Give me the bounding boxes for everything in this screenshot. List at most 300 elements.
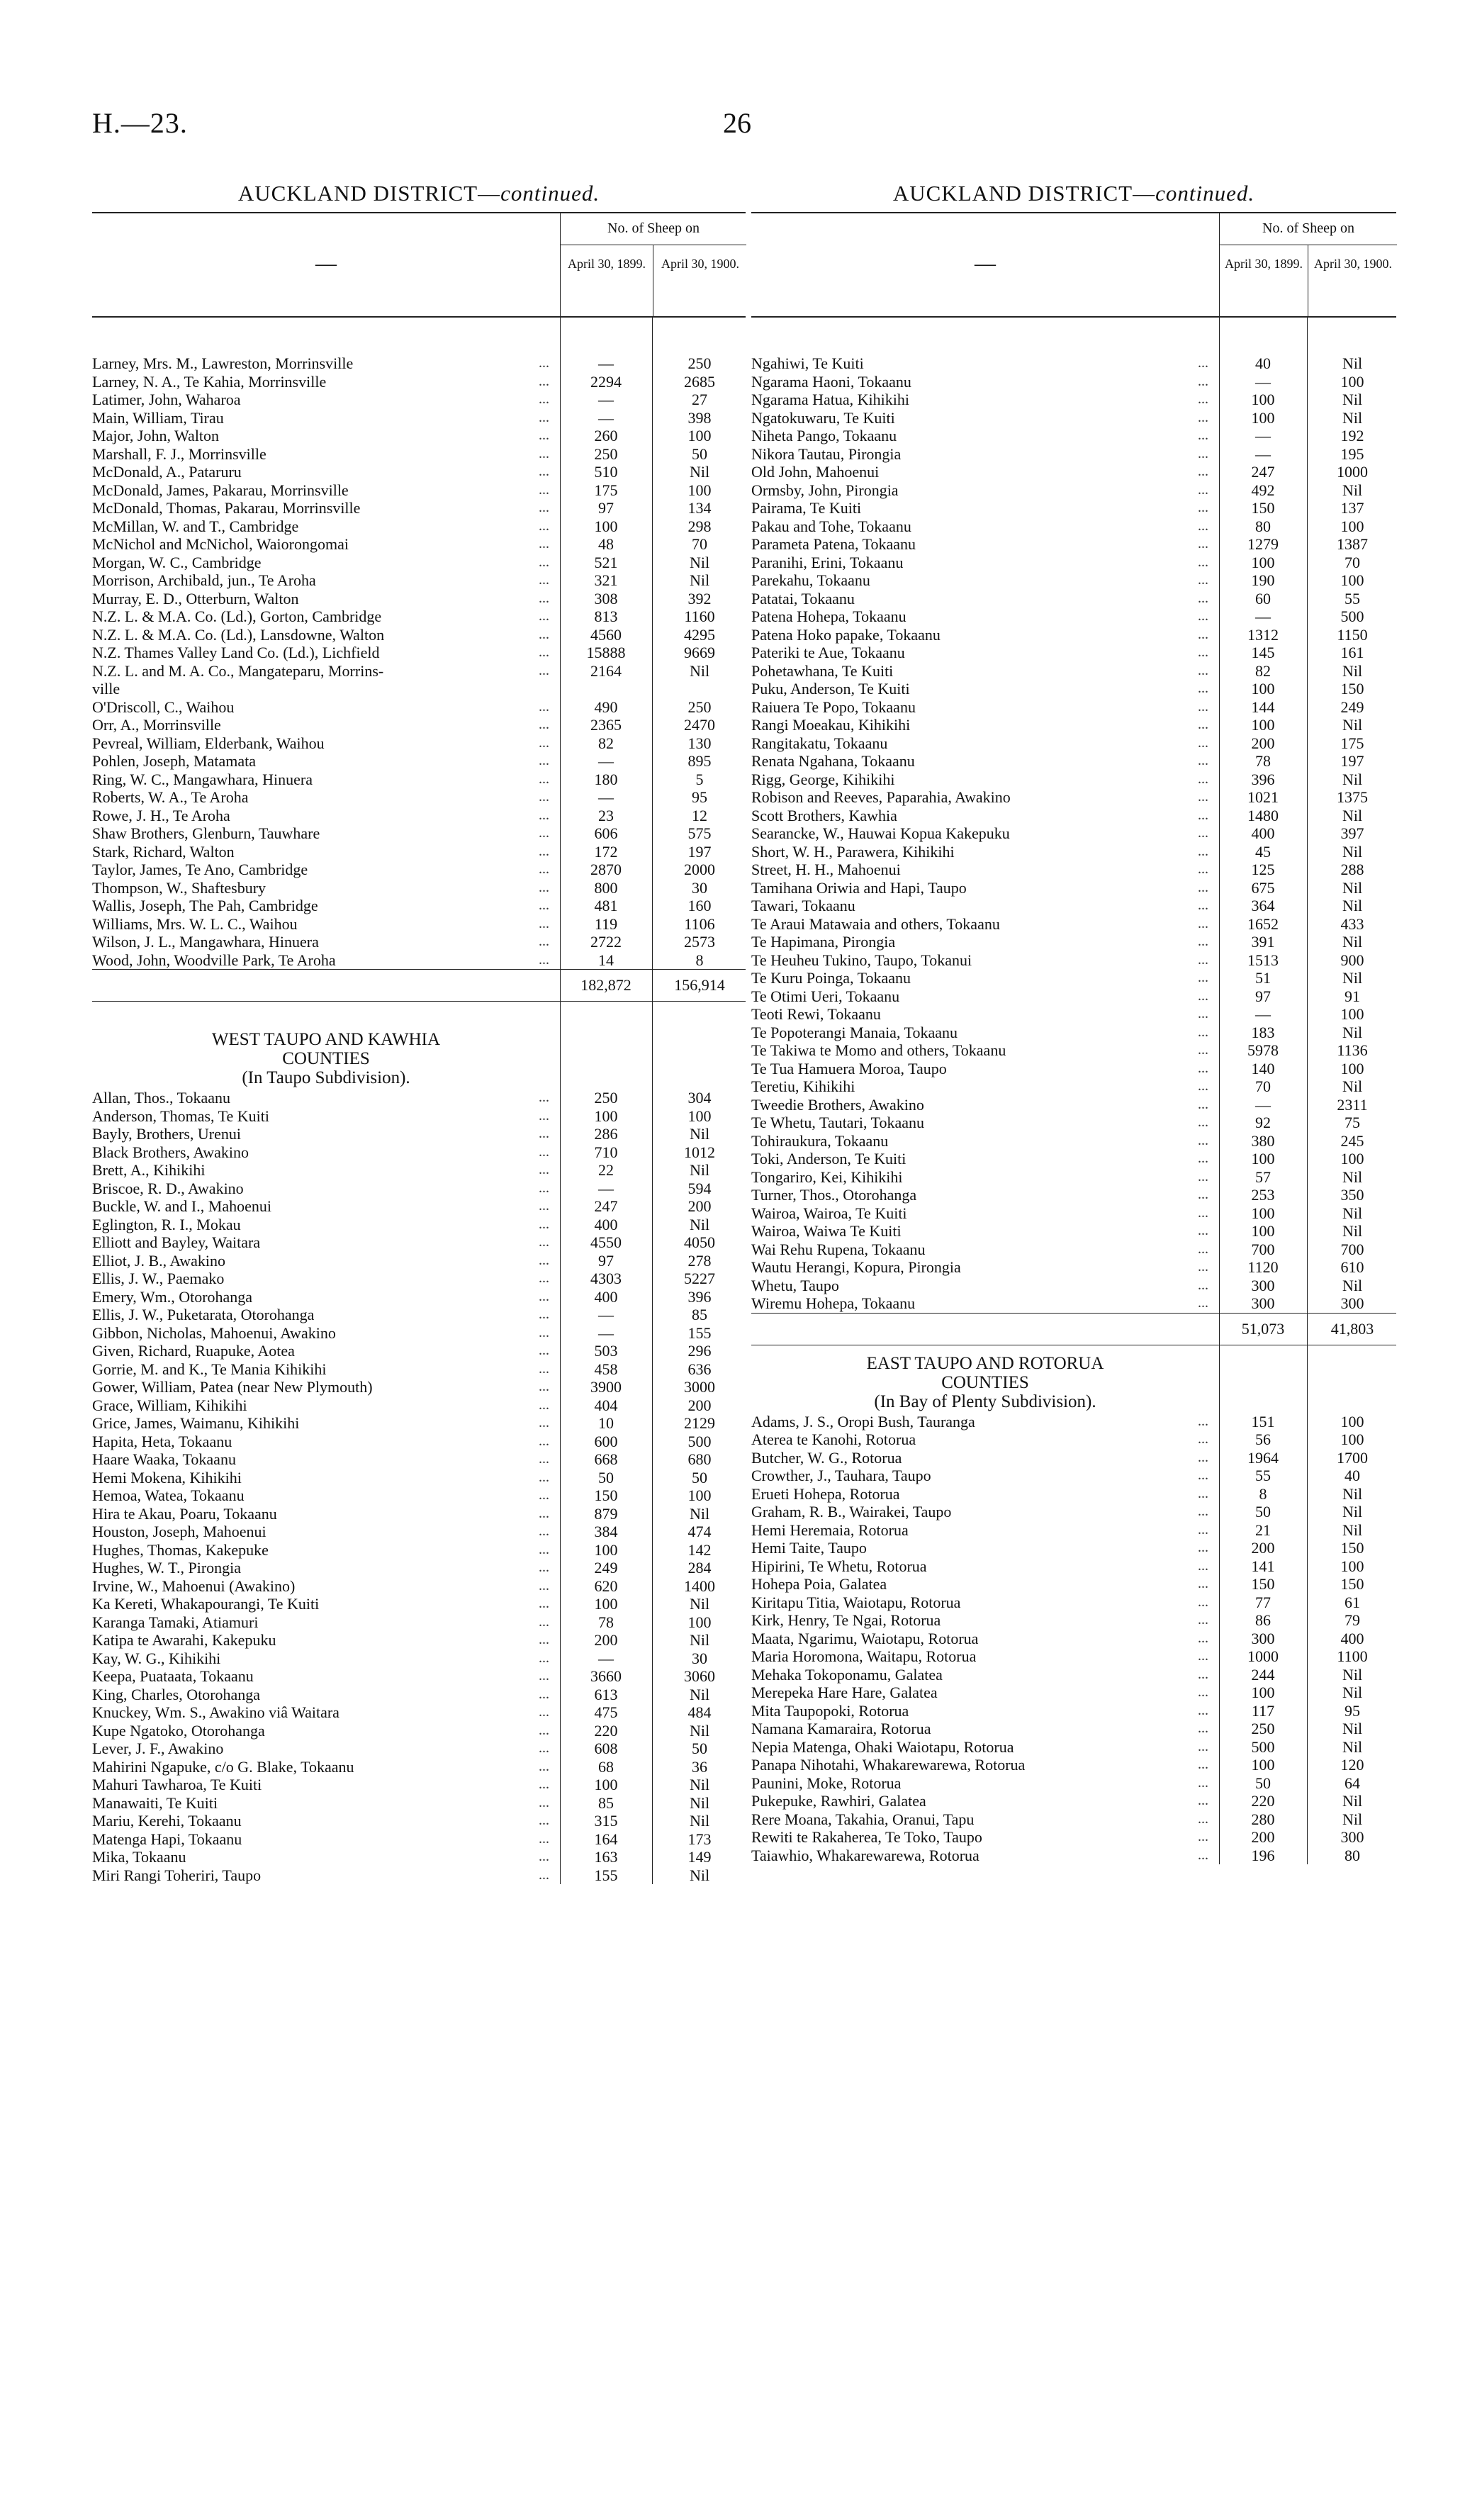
row-name: Orr, A., Morrinsville bbox=[92, 716, 221, 734]
row-name: Merepeka Hare Hare, Galatea bbox=[751, 1684, 938, 1701]
row-name: Toki, Anderson, Te Kuiti bbox=[751, 1150, 906, 1167]
value-1900: Nil bbox=[1342, 716, 1363, 734]
row-name: Larney, Mrs. M., Lawreston, Morrinsville bbox=[92, 354, 354, 372]
value-1899: 879 bbox=[594, 1504, 618, 1523]
row-name: Stark, Richard, Walton bbox=[92, 842, 235, 861]
value-1900: 1150 bbox=[1337, 625, 1368, 644]
value-1900: Nil bbox=[1342, 391, 1363, 408]
leader-dots: ... bbox=[539, 1216, 549, 1232]
value-1900: 396 bbox=[687, 1287, 712, 1306]
table-row bbox=[751, 861, 1396, 879]
table-row bbox=[92, 752, 746, 771]
value-1899: 2870 bbox=[590, 861, 622, 878]
value-1900: Nil bbox=[689, 463, 710, 481]
table-row bbox=[751, 1485, 1396, 1503]
table-row bbox=[92, 897, 746, 915]
value-1899: 2365 bbox=[590, 716, 622, 734]
leader-dots: ... bbox=[1198, 572, 1208, 588]
table-row bbox=[751, 1430, 1396, 1449]
value-1899: 21 bbox=[1255, 1521, 1271, 1539]
value-1900: Nil bbox=[1342, 1276, 1363, 1294]
row-name: Crowther, J., Tauhara, Taupo bbox=[751, 1467, 931, 1484]
value-1899: 14 bbox=[598, 951, 614, 969]
value-1900: 100 bbox=[1340, 1412, 1364, 1430]
value-1900: 137 bbox=[1340, 499, 1364, 517]
left-section-title-1: WEST TAUPO AND KAWHIA bbox=[211, 1030, 441, 1049]
leader-dots: ... bbox=[1198, 391, 1208, 407]
value-1899: 151 bbox=[1251, 1412, 1275, 1430]
value-1900: Nil bbox=[1342, 933, 1363, 951]
table-row bbox=[751, 409, 1396, 427]
table-row bbox=[92, 680, 746, 698]
value-1900: 1375 bbox=[1337, 788, 1368, 806]
table-row bbox=[92, 807, 746, 825]
value-1900: Nil bbox=[1342, 878, 1363, 897]
left-total-1900: 156,914 bbox=[674, 976, 725, 994]
leader-dots: ... bbox=[539, 1162, 549, 1177]
value-1899: 97 bbox=[598, 499, 614, 517]
row-name: Hughes, Thomas, Kakepuke bbox=[92, 1540, 269, 1559]
leader-dots: ... bbox=[1198, 1114, 1208, 1130]
value-1899: 80 bbox=[1255, 517, 1271, 535]
value-1900: 2685 bbox=[684, 372, 715, 391]
value-1900: 155 bbox=[687, 1323, 712, 1342]
row-name: O'Driscoll, C., Waihou bbox=[92, 698, 235, 716]
value-1899: 380 bbox=[1251, 1131, 1275, 1150]
table-row bbox=[751, 1702, 1396, 1720]
table-row bbox=[92, 1830, 746, 1849]
leader-dots: ... bbox=[539, 717, 549, 732]
value-1900: 5227 bbox=[684, 1270, 715, 1287]
value-1900: 100 bbox=[1340, 571, 1364, 589]
row-name: Ring, W. C., Mangawhara, Hinuera bbox=[92, 770, 313, 788]
table-row bbox=[751, 1792, 1396, 1810]
table-row bbox=[751, 734, 1396, 753]
row-name: Mahirini Ngapuke, c/o G. Blake, Tokaanu bbox=[92, 1757, 354, 1776]
table-row bbox=[92, 571, 746, 590]
row-name: Tweedie Brothers, Awakino bbox=[751, 1095, 924, 1114]
leader-dots: ... bbox=[1198, 681, 1208, 696]
row-name: Ngatokuwaru, Te Kuiti bbox=[751, 408, 895, 427]
value-1899: 384 bbox=[594, 1523, 618, 1540]
value-1899: 800 bbox=[594, 878, 618, 897]
page-code: H.—23. bbox=[92, 107, 188, 139]
value-1900: 130 bbox=[687, 734, 712, 752]
table-row bbox=[751, 427, 1396, 445]
leader-dots: ... bbox=[539, 373, 549, 389]
left-total-row bbox=[92, 969, 746, 1002]
value-1900: Nil bbox=[1342, 408, 1363, 427]
value-1899: 315 bbox=[594, 1812, 618, 1830]
row-name: Nepia Matenga, Ohaki Waiotapu, Rotorua bbox=[751, 1737, 1014, 1756]
row-name: Taylor, James, Te Ano, Cambridge bbox=[92, 861, 308, 878]
row-name: Niheta Pango, Tokaanu bbox=[751, 427, 897, 444]
table-row bbox=[751, 987, 1396, 1006]
right-section-heading bbox=[751, 1345, 1219, 1413]
table-row bbox=[751, 951, 1396, 970]
row-name: Brett, A., Kihikihi bbox=[92, 1161, 206, 1179]
leader-dots: ... bbox=[539, 915, 549, 931]
table-row bbox=[92, 517, 746, 536]
value-1900: 575 bbox=[687, 824, 712, 842]
leader-dots: ... bbox=[1198, 626, 1208, 642]
value-1899: 247 bbox=[594, 1197, 618, 1215]
value-1900: 197 bbox=[1340, 752, 1364, 770]
row-name: Te Otimi Ueri, Tokaanu bbox=[751, 987, 900, 1005]
value-1899: 150 bbox=[1251, 1575, 1275, 1593]
leader-dots: ... bbox=[539, 1180, 549, 1196]
left-sheep-group bbox=[560, 213, 746, 316]
leader-dots: ... bbox=[539, 934, 549, 949]
value-1900: 500 bbox=[687, 1432, 712, 1450]
table-row bbox=[751, 1720, 1396, 1738]
value-1900: 200 bbox=[687, 1396, 712, 1414]
value-1899: 125 bbox=[1251, 861, 1275, 878]
row-name: Te Hapimana, Pirongia bbox=[751, 933, 896, 951]
table-row bbox=[92, 644, 746, 662]
value-1899: 78 bbox=[598, 1613, 614, 1631]
value-1899: 163 bbox=[594, 1848, 618, 1866]
leader-dots: ... bbox=[1198, 1006, 1208, 1021]
value-1900: Nil bbox=[1342, 1737, 1363, 1756]
leader-dots: ... bbox=[1198, 1168, 1208, 1185]
leader-dots: ... bbox=[1198, 517, 1208, 534]
row-name: Street, H. H., Mahoenui bbox=[751, 861, 901, 878]
table-row bbox=[751, 788, 1396, 807]
value-1900: 1700 bbox=[1337, 1448, 1368, 1467]
value-1899: 23 bbox=[598, 806, 614, 824]
left-section-heading bbox=[92, 1002, 560, 1089]
value-1900: 100 bbox=[1340, 372, 1364, 391]
value-1899: 606 bbox=[594, 824, 618, 842]
table-row bbox=[751, 1150, 1396, 1168]
row-name: Te Takiwa te Momo and others, Tokaanu bbox=[751, 1041, 1006, 1059]
value-1900: 392 bbox=[687, 589, 712, 607]
value-1899: — bbox=[1255, 607, 1271, 625]
row-name: Scott Brothers, Kawhia bbox=[751, 806, 897, 824]
value-1900: 100 bbox=[687, 1486, 712, 1504]
value-1899: 813 bbox=[594, 607, 618, 625]
leader-dots: ... bbox=[539, 1758, 549, 1774]
value-1900: Nil bbox=[1342, 1810, 1363, 1828]
value-1899: 22 bbox=[598, 1161, 614, 1179]
table-row bbox=[92, 1216, 746, 1234]
leader-dots: ... bbox=[1198, 1277, 1208, 1293]
table-row bbox=[92, 535, 746, 554]
value-1899: — bbox=[1255, 1095, 1271, 1114]
value-1899: 220 bbox=[1251, 1792, 1275, 1810]
value-1899: 1964 bbox=[1247, 1448, 1279, 1467]
table-row bbox=[751, 1774, 1396, 1793]
value-1900: 100 bbox=[1340, 1430, 1364, 1448]
row-name: N.Z. L. and M. A. Co., Mangateparu, Morrins- bbox=[92, 661, 384, 680]
table-row bbox=[751, 1222, 1396, 1241]
leader-dots: ... bbox=[1198, 951, 1208, 968]
leader-dots: ... bbox=[539, 409, 549, 425]
left-section-title-2: COUNTIES bbox=[282, 1049, 370, 1068]
leader-dots: ... bbox=[539, 1722, 549, 1738]
leader-dots: ... bbox=[539, 843, 549, 859]
row-name: Wairoa, Waiwa Te Kuiti bbox=[751, 1222, 902, 1240]
value-1900: 1100 bbox=[1337, 1647, 1368, 1665]
row-name: Mahuri Tawharoa, Te Kuiti bbox=[92, 1776, 262, 1793]
value-1899: 503 bbox=[594, 1342, 618, 1360]
row-name: Aterea te Kanohi, Rotorua bbox=[751, 1430, 916, 1448]
table-row bbox=[751, 716, 1396, 734]
table-row bbox=[751, 1277, 1396, 1295]
table-row bbox=[92, 771, 746, 789]
value-1900: Nil bbox=[689, 1776, 710, 1793]
value-1900: 12 bbox=[692, 806, 707, 824]
value-1900: 2000 bbox=[684, 861, 715, 878]
value-1899: 183 bbox=[1251, 1023, 1275, 1041]
table-row bbox=[92, 1378, 746, 1396]
value-1900: 250 bbox=[687, 354, 712, 372]
leader-dots: ... bbox=[1198, 1702, 1208, 1718]
value-1899: 56 bbox=[1255, 1430, 1271, 1448]
leader-dots: ... bbox=[1198, 1521, 1208, 1538]
value-1900: Nil bbox=[1342, 1521, 1363, 1539]
leader-dots: ... bbox=[539, 1794, 549, 1810]
row-name: Wilson, J. L., Mangawhara, Hinuera bbox=[92, 933, 319, 951]
value-1900: 150 bbox=[1340, 680, 1364, 698]
leader-dots: ... bbox=[539, 1704, 549, 1720]
table-row bbox=[92, 427, 746, 445]
row-name: Hipirini, Te Whetu, Rotorua bbox=[751, 1557, 927, 1575]
row-name: McDonald, Thomas, Pakarau, Morrinsville bbox=[92, 499, 361, 517]
value-1899: 300 bbox=[1251, 1629, 1275, 1647]
row-name: Ellis, J. W., Puketarata, Otorohanga bbox=[92, 1306, 315, 1323]
leader-dots: ... bbox=[1198, 1467, 1208, 1483]
table-row bbox=[92, 445, 746, 464]
value-1899: 117 bbox=[1251, 1701, 1275, 1720]
leader-dots: ... bbox=[539, 1288, 549, 1304]
leader-dots: ... bbox=[1198, 427, 1208, 443]
row-name: Grice, James, Waimanu, Kihikihi bbox=[92, 1414, 300, 1432]
table-row bbox=[751, 1647, 1396, 1666]
table-row bbox=[92, 1794, 746, 1813]
leader-dots: ... bbox=[539, 1396, 549, 1413]
value-1900: 100 bbox=[687, 1613, 712, 1631]
row-name: Gorrie, M. and K., Te Mania Kihikihi bbox=[92, 1360, 327, 1378]
leader-dots: ... bbox=[1198, 861, 1208, 877]
row-name: Pohetawhana, Te Kuiti bbox=[751, 661, 894, 680]
leader-dots: ... bbox=[539, 1596, 549, 1611]
table-row bbox=[751, 373, 1396, 391]
row-name: Robison and Reeves, Paparahia, Awakino bbox=[751, 788, 1011, 806]
row-name: Hapita, Heta, Tokaanu bbox=[92, 1432, 232, 1450]
right-section-title-2: COUNTIES bbox=[941, 1372, 1029, 1392]
left-col1-head: April 30, 1899. bbox=[568, 257, 646, 271]
leader-dots: ... bbox=[539, 698, 549, 715]
value-1899: 82 bbox=[1255, 661, 1271, 680]
value-1900: 30 bbox=[692, 1649, 707, 1667]
table-row bbox=[751, 1756, 1396, 1774]
value-1900: 8 bbox=[695, 951, 704, 969]
value-1899: 481 bbox=[594, 897, 618, 914]
table-row bbox=[751, 1024, 1396, 1042]
leader-dots: ... bbox=[1198, 1241, 1208, 1257]
value-1900: Nil bbox=[1342, 481, 1363, 499]
table-row bbox=[751, 824, 1396, 843]
value-1899: 600 bbox=[594, 1432, 618, 1450]
value-1899: 200 bbox=[1251, 1828, 1275, 1846]
leader-dots: ... bbox=[1198, 1793, 1208, 1808]
table-row bbox=[92, 1595, 746, 1613]
row-name: Morrison, Archibald, jun., Te Aroha bbox=[92, 571, 316, 589]
value-1900: 249 bbox=[1340, 698, 1364, 716]
value-1899: 77 bbox=[1255, 1593, 1271, 1611]
value-1899: 180 bbox=[594, 770, 618, 788]
leader-dots: ... bbox=[1198, 1648, 1208, 1664]
table-row bbox=[92, 662, 746, 681]
value-1899: — bbox=[1255, 1005, 1271, 1023]
leader-dots: ... bbox=[539, 1198, 549, 1214]
table-row bbox=[751, 554, 1396, 572]
table-row bbox=[92, 861, 746, 879]
right-column bbox=[751, 181, 1396, 1864]
table-row bbox=[92, 1450, 746, 1469]
value-1899: 247 bbox=[1251, 463, 1275, 481]
table-row bbox=[92, 915, 746, 934]
table-row bbox=[92, 1306, 746, 1324]
value-1900: Nil bbox=[1342, 1204, 1363, 1222]
value-1900: 895 bbox=[687, 752, 712, 770]
leader-dots: ... bbox=[1198, 1060, 1208, 1076]
value-1899: 100 bbox=[1251, 680, 1275, 698]
leader-dots: ... bbox=[539, 1107, 549, 1124]
table-row bbox=[751, 463, 1396, 481]
row-name: Paranihi, Erini, Tokaanu bbox=[751, 553, 904, 571]
value-1900: 5 bbox=[695, 770, 704, 788]
row-name: Grace, William, Kihikihi bbox=[92, 1396, 247, 1414]
value-1899: 2164 bbox=[590, 661, 622, 680]
value-1900: 195 bbox=[1340, 444, 1364, 463]
table-row bbox=[92, 1577, 746, 1596]
value-1899: 68 bbox=[598, 1757, 614, 1776]
row-name: Teoti Rewi, Tokaanu bbox=[751, 1005, 881, 1023]
table-row bbox=[751, 1557, 1396, 1576]
leader-dots: ... bbox=[1198, 825, 1208, 841]
value-1900: 50 bbox=[692, 444, 707, 463]
right-section-title-1: EAST TAUPO AND ROTORUA bbox=[866, 1353, 1104, 1373]
leader-dots: ... bbox=[1198, 879, 1208, 895]
value-1900: 142 bbox=[687, 1540, 712, 1559]
value-1899: 85 bbox=[598, 1793, 614, 1812]
row-name: Teretiu, Kihikihi bbox=[751, 1077, 855, 1095]
row-name: Manawaiti, Te Kuiti bbox=[92, 1793, 218, 1812]
left-table-body bbox=[92, 318, 746, 1884]
leader-dots: ... bbox=[1198, 464, 1208, 479]
row-name: Hemi Mokena, Kihikihi bbox=[92, 1468, 242, 1486]
row-name: Ngahiwi, Te Kuiti bbox=[751, 354, 864, 372]
row-name: Short, W. H., Parawera, Kihikihi bbox=[751, 842, 955, 861]
leader-dots: ... bbox=[1198, 1594, 1208, 1610]
value-1900: 1160 bbox=[684, 607, 715, 625]
value-1899: 1513 bbox=[1247, 951, 1279, 969]
table-row bbox=[92, 1125, 746, 1143]
value-1900: Nil bbox=[1342, 1077, 1363, 1095]
table-row bbox=[92, 1703, 746, 1722]
value-1900: 27 bbox=[692, 391, 707, 408]
value-1900: 700 bbox=[1340, 1240, 1364, 1258]
value-1900: 610 bbox=[1340, 1258, 1364, 1276]
row-name: Tamihana Oriwia and Hapi, Taupo bbox=[751, 878, 967, 897]
value-1900: Nil bbox=[689, 1866, 710, 1884]
value-1900: 680 bbox=[687, 1450, 712, 1468]
leader-dots: ... bbox=[539, 1090, 549, 1105]
leader-dots: ... bbox=[539, 771, 549, 787]
value-1900: 3000 bbox=[684, 1378, 715, 1396]
leader-dots: ... bbox=[539, 1830, 549, 1847]
table-row bbox=[92, 1486, 746, 1505]
table-row bbox=[92, 409, 746, 427]
value-1899: 249 bbox=[594, 1559, 618, 1577]
table-row bbox=[751, 626, 1396, 644]
leader-dots: ... bbox=[1198, 1223, 1208, 1238]
value-1899: — bbox=[598, 391, 614, 408]
leader-dots: ... bbox=[1198, 1295, 1208, 1311]
leader-dots: ... bbox=[1198, 1485, 1208, 1501]
row-name: Pukepuke, Rawhiri, Galatea bbox=[751, 1792, 926, 1810]
table-row bbox=[751, 1241, 1396, 1259]
leader-dots: ... bbox=[1198, 1259, 1208, 1275]
leader-dots: ... bbox=[1198, 1187, 1208, 1202]
row-name: Emery, Wm., Otorohanga bbox=[92, 1287, 253, 1306]
value-1900: Nil bbox=[1342, 1503, 1363, 1521]
right-table-body bbox=[751, 318, 1396, 1864]
value-1900: 134 bbox=[687, 499, 712, 517]
value-1899: 78 bbox=[1255, 752, 1271, 770]
row-name: Te Kuru Poinga, Tokaanu bbox=[751, 969, 911, 987]
value-1899: 119 bbox=[594, 914, 618, 933]
value-1899: 492 bbox=[1251, 481, 1275, 499]
value-1900: 1387 bbox=[1337, 535, 1368, 553]
row-name: Wiremu Hohepa, Tokaanu bbox=[751, 1294, 916, 1312]
value-1900: 300 bbox=[1340, 1294, 1364, 1312]
value-1900: 149 bbox=[687, 1848, 712, 1866]
row-name: Knuckey, Wm. S., Awakino viâ Waitara bbox=[92, 1703, 339, 1721]
value-1899: 92 bbox=[1255, 1114, 1271, 1131]
value-1899: 97 bbox=[1255, 987, 1271, 1005]
value-1899: 1000 bbox=[1247, 1647, 1279, 1665]
table-row bbox=[92, 1469, 746, 1487]
value-1899: 475 bbox=[594, 1703, 618, 1721]
table-row bbox=[92, 788, 746, 807]
leader-dots: ... bbox=[1198, 934, 1208, 949]
value-1899: 48 bbox=[598, 535, 614, 553]
leader-dots: ... bbox=[539, 1559, 549, 1575]
value-1900: 1400 bbox=[684, 1577, 715, 1595]
table-row bbox=[751, 1828, 1396, 1847]
value-1899: 250 bbox=[594, 1089, 618, 1107]
value-1899: 100 bbox=[1251, 553, 1275, 571]
value-1900: Nil bbox=[689, 553, 710, 571]
leader-dots: ... bbox=[539, 1505, 549, 1521]
leader-dots: ... bbox=[539, 1469, 549, 1485]
value-1899: 100 bbox=[1251, 1150, 1275, 1167]
value-1899: 45 bbox=[1255, 842, 1271, 861]
table-row bbox=[751, 662, 1396, 681]
value-1900: Nil bbox=[1342, 1665, 1363, 1684]
value-1899: 710 bbox=[594, 1143, 618, 1161]
value-1900: 160 bbox=[687, 897, 712, 914]
leader-dots: ... bbox=[539, 1866, 549, 1883]
leader-dots: ... bbox=[1198, 843, 1208, 859]
value-1900: Nil bbox=[689, 1215, 710, 1233]
leader-dots: ... bbox=[539, 464, 549, 479]
value-1900: 150 bbox=[1340, 1575, 1364, 1593]
